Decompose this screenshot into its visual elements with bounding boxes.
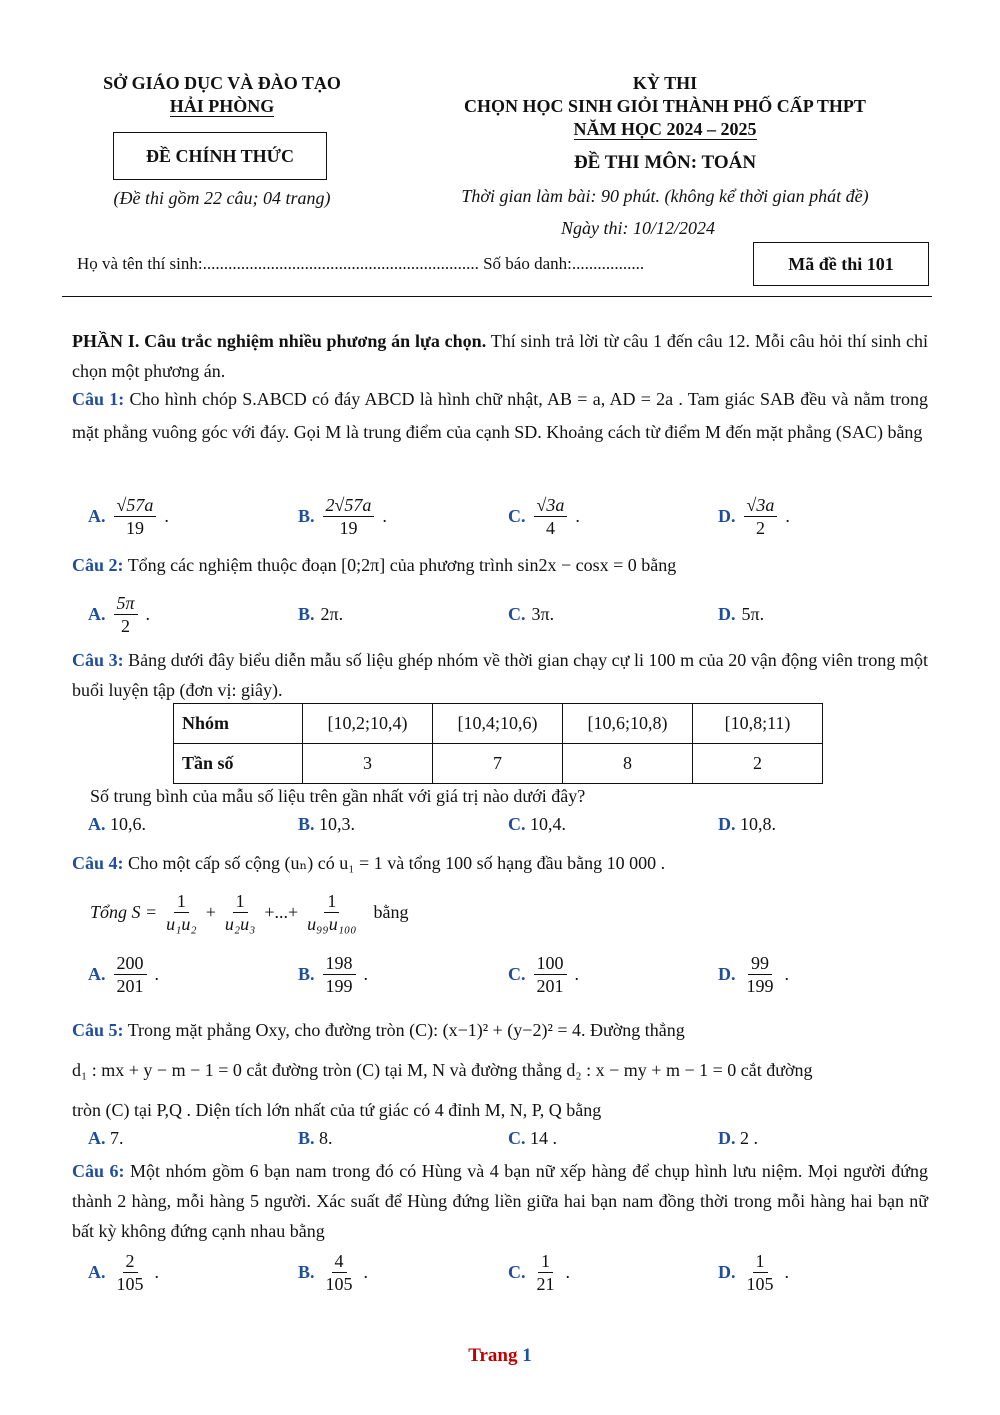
q5-options xyxy=(88,1128,928,1154)
q5-line3: tròn (C) tại P,Q . Diện tích lớn nhất của tứ giác có 4 đỉnh M, N, P, Q bằng xyxy=(72,1100,602,1120)
question-6 xyxy=(72,1156,928,1246)
table-cell: 8 xyxy=(563,744,693,784)
q3-text: Bảng dưới đây biểu diễn mẫu số liệu ghép nhóm về thời gian chạy cự li 100 m của 20 vận động viên trong một buổi luyện tập (đơn vị: giây). xyxy=(72,650,928,700)
exam-line3: NĂM HỌC 2024 – 2025 xyxy=(573,119,757,139)
q4-options xyxy=(88,944,928,1004)
q3-option-c[interactable]: C. 10,4. xyxy=(508,814,566,834)
header-divider xyxy=(62,296,932,297)
dept-line1: SỞ GIÁO DỤC VÀ ĐÀO TẠO xyxy=(103,73,341,93)
q2-option-d[interactable]: D. 5π. xyxy=(718,603,765,624)
official-label: ĐỀ CHÍNH THỨC xyxy=(145,145,295,166)
pages-note: (Đề thi gồm 22 câu; 04 trang) xyxy=(113,188,331,208)
question-1 xyxy=(72,383,928,449)
page-number: 1 xyxy=(522,1345,532,1366)
q6-option-b[interactable]: B. $\frac{4}{105}$ . xyxy=(298,1250,369,1294)
q5-option-d[interactable]: D. 2 . xyxy=(718,1128,758,1148)
q2-option-b[interactable]: B. 2π. xyxy=(298,603,344,624)
table-row xyxy=(174,744,823,784)
page-word: Trang xyxy=(468,1345,518,1366)
q5-line2: d₁ : mx + y − m − 1 = 0 cắt đường tròn (C) tại M, N và đường thẳng d₂ : x − my + m − 1 = 0 cắt đường xyxy=(72,1060,813,1080)
q5-label: Câu 5: xyxy=(72,1020,124,1040)
exam-line1: KỲ THI xyxy=(632,73,698,93)
exam-code-box xyxy=(753,242,929,286)
exam-block xyxy=(400,72,930,141)
q2-text: Tổng các nghiệm thuộc đoạn [0;2π] của phương trình sin2x − cosx = 0 bằng xyxy=(123,555,677,575)
q3-option-b[interactable]: B. 10,3. xyxy=(298,814,356,834)
student-info-line: Họ và tên thí sinh:................................................................. Số báo danh:................. xyxy=(77,254,645,273)
part1-intro xyxy=(72,326,928,386)
q3-option-a[interactable]: A. 10,6. xyxy=(88,814,146,834)
dept-block xyxy=(62,72,382,118)
q1-option-d[interactable]: D. $\frac{√3a}{2}$ . xyxy=(718,494,790,538)
q4-text: Cho một cấp số cộng (uₙ) có u₁ = 1 và tổng 100 số hạng đầu bằng 10 000 . xyxy=(123,853,666,873)
q3-option-d[interactable]: D. 10,8. xyxy=(718,814,776,834)
question-5 xyxy=(72,1010,928,1130)
dept-line2: HẢI PHÒNG xyxy=(169,96,275,116)
table-cell: 7 xyxy=(433,744,563,784)
q6-option-d[interactable]: D. $\frac{1}{105}$ . xyxy=(718,1250,789,1294)
q1-text: Cho hình chóp S.ABCD có đáy ABCD là hình chữ nhật, AB = a, AD = 2a . Tam giác SAB đều và nằm trong mặt phẳng vuông góc với đáy. Gọi M là trung điểm của cạnh SD. Khoảng cách từ điểm M đến mặt phẳng (SAC) bằng xyxy=(72,389,928,442)
q3-label: Câu 3: xyxy=(72,650,124,670)
q4-option-a[interactable]: A. $\frac{200}{201}$ . xyxy=(88,952,159,996)
q6-label: Câu 6: xyxy=(72,1161,125,1181)
q3-question: Số trung bình của mẫu số liệu trên gần nhất với giá trị nào dưới đây? xyxy=(90,786,586,806)
q5-line1: Trong mặt phẳng Oxy, cho đường tròn (C): (x−1)² + (y−2)² = 4. Đường thẳng xyxy=(123,1020,685,1040)
table-cell: [10,4;10,6) xyxy=(433,704,563,744)
q1-option-b[interactable]: B. $\frac{2√57a}{19}$ . xyxy=(298,494,387,538)
q6-option-c[interactable]: C. $\frac{1}{21}$ . xyxy=(508,1250,570,1294)
question-2 xyxy=(72,550,928,580)
table-head-group: Nhóm xyxy=(174,704,303,744)
official-box xyxy=(113,132,327,180)
frequency-table xyxy=(173,703,823,784)
q4-option-b[interactable]: B. $\frac{198}{199}$ . xyxy=(298,952,369,996)
table-cell: [10,6;10,8) xyxy=(563,704,693,744)
q5-option-b[interactable]: B. 8. xyxy=(298,1128,333,1148)
table-row xyxy=(174,704,823,744)
subject-title: ĐỀ THI MÔN: TOÁN xyxy=(573,152,757,173)
q4-option-c[interactable]: C. $\frac{100}{201}$ . xyxy=(508,952,579,996)
question-4 xyxy=(72,848,928,878)
q1-option-c[interactable]: C. $\frac{√3a}{4}$ . xyxy=(508,494,580,538)
q1-label: Câu 1: xyxy=(72,389,125,409)
time-note: Thời gian làm bài: 90 phút. (không kể thời gian phát đề) xyxy=(461,186,869,206)
q1-option-a[interactable]: A. $\frac{√57a}{19}$ . xyxy=(88,494,169,538)
table-cell: 3 xyxy=(303,744,433,784)
q2-label: Câu 2: xyxy=(72,555,124,575)
q6-text: Một nhóm gồm 6 bạn nam trong đó có Hùng và 4 bạn nữ xếp hàng để chụp hình lưu niệm. Mọi người đứng thành 2 hàng, mỗi hàng 5 người. Xác suất để Hùng đứng liền giữa hai bạn nam đồng thời trong mỗi hàng hai bạn nữ bất kỳ không đứng cạnh nhau bằng xyxy=(72,1161,928,1241)
part1-title: PHẦN I. Câu trắc nghiệm nhiều phương án lựa chọn. xyxy=(72,331,487,351)
part1-desc: Thí sinh trả lời từ câu 1 đến câu 12. Mỗi câu hỏi thí sinh chỉ chọn một phương án. xyxy=(72,331,929,381)
table-cell: [10,2;10,4) xyxy=(303,704,433,744)
table-cell: [10,8;11) xyxy=(693,704,823,744)
q5-option-a[interactable]: A. 7. xyxy=(88,1128,124,1148)
exam-code: Mã đề thi 101 xyxy=(788,253,894,274)
exam-line2: CHỌN HỌC SINH GIỎI THÀNH PHỐ CẤP THPT xyxy=(464,96,866,116)
q2-option-a[interactable]: A. $\frac{5\pi}{2}$ . xyxy=(88,592,151,636)
q4-sum-expression: Tổng S = $\frac{1}{\text{u₁u₂}}$ + $\frac{1}{\text{u₂u₃}}$ +...+ $\frac{1}{\text{u₉₉u₁₀₀}}$ bằng xyxy=(90,890,409,934)
q5-option-c[interactable]: C. 14 . xyxy=(508,1128,557,1148)
page-footer xyxy=(0,1345,1000,1367)
q4-option-d[interactable]: D. $\frac{99}{199}$ . xyxy=(718,952,789,996)
q4-label: Câu 4: xyxy=(72,853,124,873)
q2-options xyxy=(88,584,928,644)
q6-option-a[interactable]: A. $\frac{2}{105}$ . xyxy=(88,1250,159,1294)
q3-options xyxy=(88,814,928,840)
q2-option-c[interactable]: C. 3π. xyxy=(508,603,555,624)
q1-options xyxy=(88,486,928,546)
date-note: Ngày thi: 10/12/2024 xyxy=(561,218,715,238)
question-3 xyxy=(72,645,928,705)
q6-options xyxy=(88,1242,928,1302)
table-cell: 2 xyxy=(693,744,823,784)
table-head-frequency: Tần số xyxy=(174,744,303,784)
